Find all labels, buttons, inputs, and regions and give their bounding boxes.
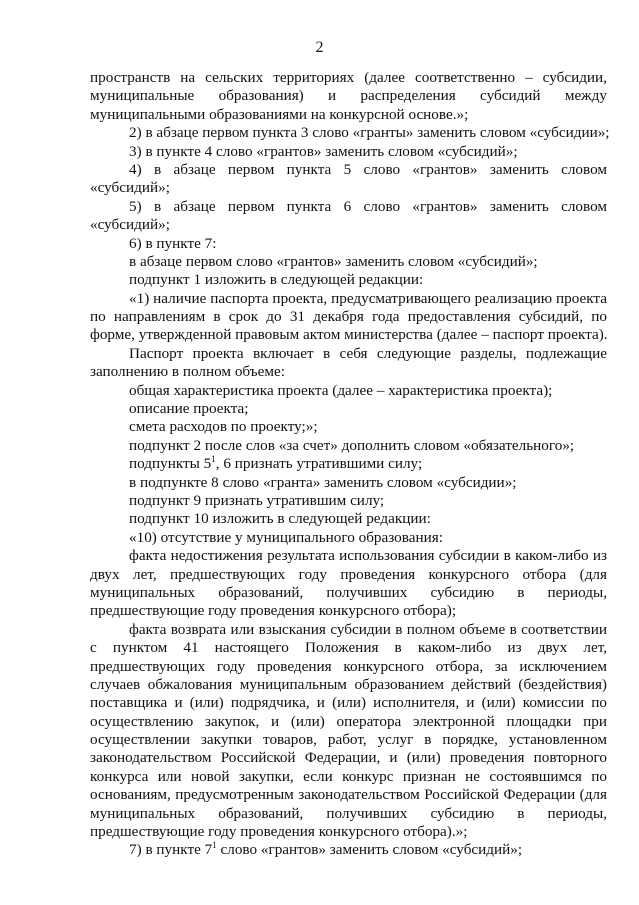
text-line-content: заполнению в полном объеме:	[90, 363, 285, 381]
text-line	[90, 474, 607, 492]
text-line	[90, 124, 610, 142]
text-line	[90, 676, 607, 694]
text-line-content: предшествующие году проведения конкурсного отбора);	[90, 602, 457, 620]
text-line	[90, 400, 607, 418]
text-line-content: по направлениям в срок до 31 декабря года предоставления субсидий, по	[90, 308, 607, 326]
text-line	[90, 529, 607, 547]
text-line-content: факта недостижения результата использования субсидии в каком-либо из	[129, 547, 607, 565]
text-line	[90, 326, 607, 344]
text-line-content: факта возврата или взыскания субсидии в полном объеме в соответствии	[129, 620, 607, 638]
text-line	[90, 69, 607, 87]
text-line	[90, 602, 607, 620]
text-line	[90, 566, 607, 584]
text-line-content: конкурса или новой закупки, если конкурс признан не состоявшимся по	[90, 767, 607, 785]
text-line	[90, 437, 607, 455]
text-line-content: подпункт 1 изложить в следующей редакции:	[129, 271, 424, 289]
text-line	[90, 161, 607, 179]
text-line	[90, 749, 607, 767]
text-line-content: «субсидий»;	[90, 216, 170, 234]
text-line	[90, 235, 607, 253]
text-line-content: с пунктом 41 настоящего Положения в каком-либо из двух лет,	[90, 639, 607, 657]
text-line-content: муниципальными образованиями на конкурсной основе.»;	[90, 105, 469, 123]
text-line	[90, 179, 607, 197]
text-line-content: осуществлении закупки товаров, работ, услуг в порядке, установленном	[90, 731, 607, 749]
text-line	[90, 621, 607, 639]
text-line-content: форме, утвержденной правовым актом министерства (далее – паспорт проекта).	[90, 326, 608, 344]
text-line	[90, 841, 607, 859]
text-line	[90, 786, 607, 804]
text-line	[90, 823, 607, 841]
text-line-continuation: слово «грантов» заменить словом «субсидий»;	[216, 841, 523, 859]
text-line	[90, 418, 607, 436]
text-line-content: «субсидий»;	[90, 179, 170, 197]
text-line	[90, 87, 607, 105]
text-line-continuation: , 6 признать утратившими силу;	[215, 455, 423, 473]
text-line	[90, 805, 607, 823]
text-line	[90, 547, 607, 565]
text-line	[90, 106, 607, 124]
text-line-content: пространств на сельских территориях (далее соответственно – субсидии,	[90, 69, 607, 86]
text-line-content: подпункты 5	[129, 455, 212, 473]
text-line-content: «1) наличие паспорта проекта, предусматривающего реализацию проекта	[129, 289, 607, 307]
document-body	[90, 69, 610, 860]
superscript-index: 1	[211, 454, 216, 465]
text-line-content: случаев обжалования муниципальным образованием действий (бездействия)	[90, 675, 607, 693]
text-line-content: предшествующие году проведения конкурсного отбора).»;	[90, 823, 468, 841]
text-line	[90, 768, 607, 786]
text-line-content: 2) в абзаце первом пункта 3 слово «гранты» заменить словом «субсидии»;	[129, 124, 610, 142]
text-line-content: в абзаце первом слово «грантов» заменить словом «субсидий»;	[129, 252, 538, 270]
text-line-content: «10) отсутствие у муниципального образования:	[129, 528, 443, 546]
text-line-content: предшествующих году проведения конкурсного отбора, за исключением	[90, 657, 607, 675]
text-line-content: 3) в пункте 4 слово «грантов» заменить словом «субсидий»;	[129, 142, 518, 160]
text-line-content: муниципальных образований, получивших субсидию в периоды,	[90, 804, 607, 822]
text-line-content: подпункт 9 признать утратившим силу;	[129, 491, 385, 509]
text-line	[90, 216, 607, 234]
text-line	[90, 271, 607, 289]
text-line	[90, 290, 607, 308]
text-line	[90, 455, 607, 473]
text-line-content: муниципальные образования) и распределения субсидий между	[90, 87, 607, 105]
text-line-content: законодательством Российской Федерации, и (или) проведения повторного	[90, 749, 607, 767]
text-line-content: осуществлению закупок, и (или) оператора электронной площадки при	[90, 712, 607, 730]
text-line	[90, 694, 607, 712]
text-line-content: муниципальных образований, получивших субсидию в периоды,	[90, 583, 607, 601]
text-line	[90, 584, 607, 602]
text-line-content: 5) в абзаце первом пункта 6 слово «грантов» заменить словом	[129, 197, 607, 215]
text-line-content: 7) в пункте 7	[129, 841, 213, 859]
text-line	[90, 492, 607, 510]
text-line-content: смета расходов по проекту;»;	[129, 418, 318, 436]
text-line-content: 6) в пункте 7:	[129, 234, 217, 252]
text-line	[90, 308, 607, 326]
text-line	[90, 639, 607, 657]
text-line	[90, 198, 607, 216]
superscript-index: 1	[212, 840, 217, 851]
text-line	[90, 382, 607, 400]
text-line-content: поставщика и (или) подрядчика, и (или) исполнителя, и (или) комиссии по	[90, 694, 607, 712]
text-line	[90, 345, 607, 363]
text-line	[90, 731, 607, 749]
text-line	[90, 713, 607, 731]
text-line-content: 4) в абзаце первом пункта 5 слово «грантов» заменить словом	[129, 160, 607, 178]
text-line-content: Паспорт проекта включает в себя следующие разделы, подлежащие	[129, 344, 607, 362]
text-line	[90, 143, 607, 161]
text-line	[90, 363, 607, 381]
text-line-content: описание проекта;	[129, 400, 249, 418]
text-line	[90, 658, 607, 676]
text-line-content: основаниям, предусмотренным законодательством Российской Федерации (для	[90, 786, 607, 804]
text-line-content: подпункт 2 после слов «за счет» дополнить словом «обязательного»;	[129, 436, 575, 454]
text-line-content: двух лет, предшествующих году проведения конкурсного отбора (для	[90, 565, 607, 583]
text-line-content: общая характеристика проекта (далее – характеристика проекта);	[129, 381, 553, 399]
text-line-content: в подпункте 8 слово «гранта» заменить словом «субсидии»;	[129, 473, 517, 491]
text-line	[90, 253, 607, 271]
page-number: 2	[315, 39, 324, 56]
text-line	[90, 510, 607, 528]
text-line-content: подпункт 10 изложить в следующей редакции:	[129, 510, 431, 528]
